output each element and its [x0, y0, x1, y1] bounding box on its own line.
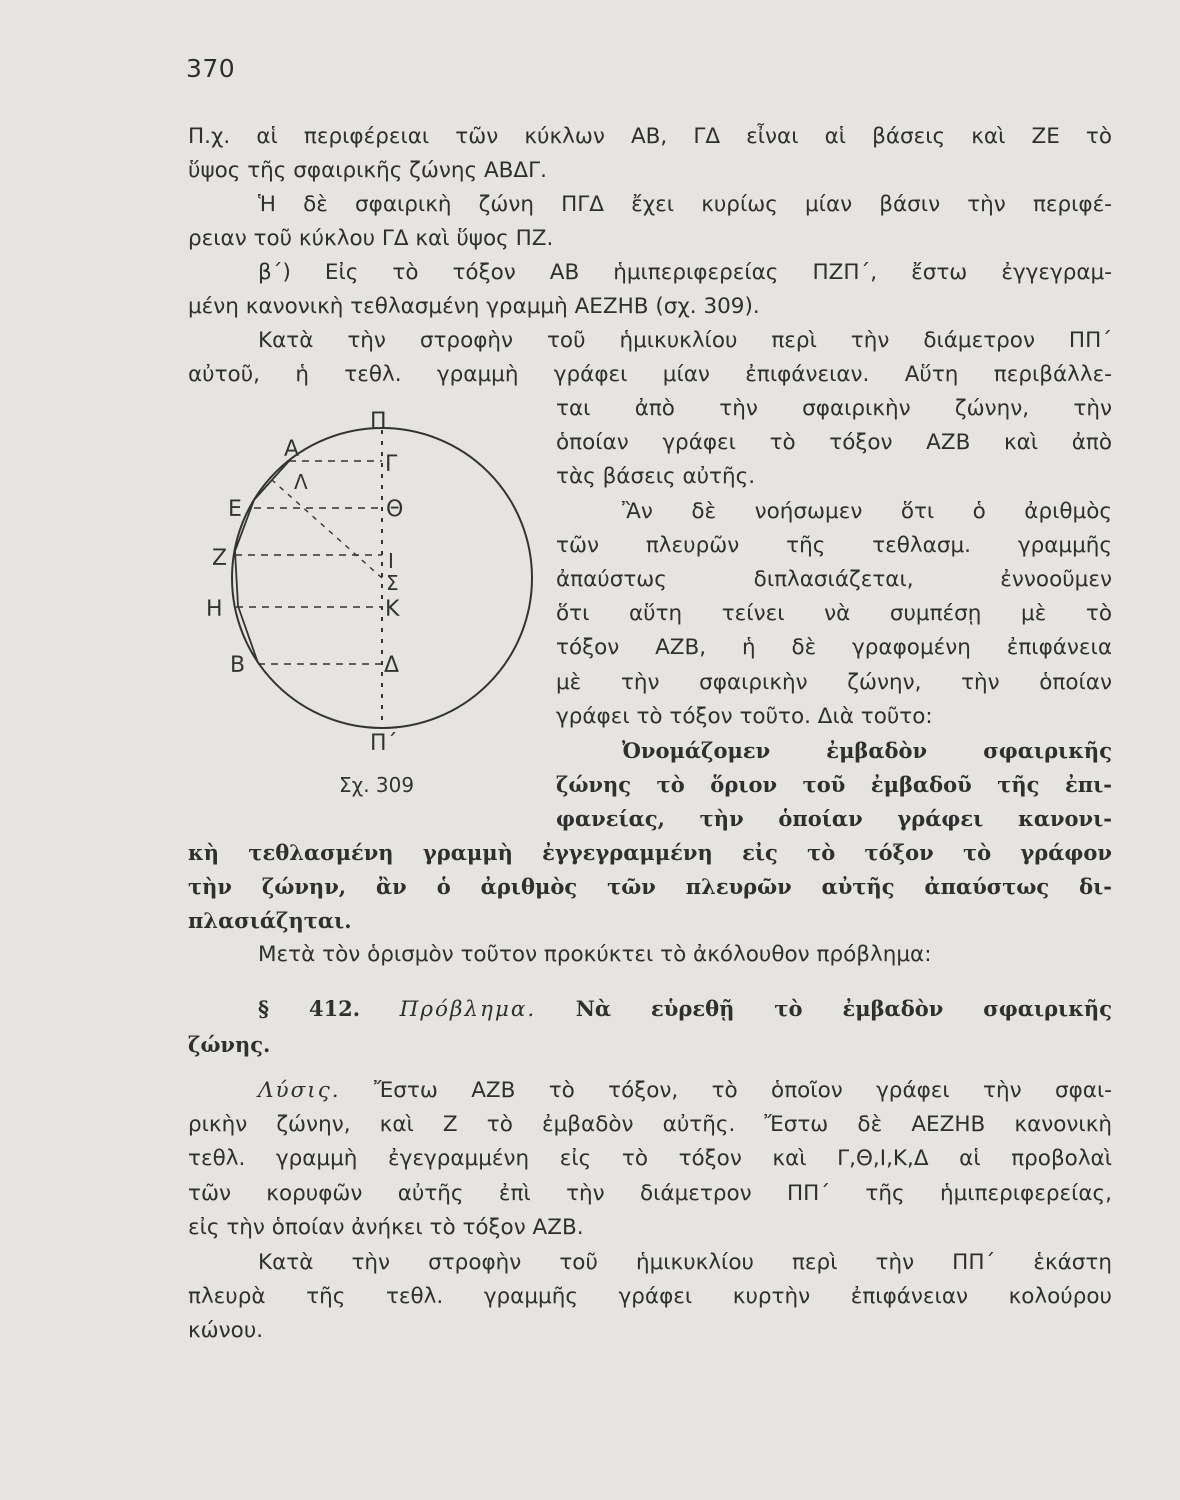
definition-continuation	[188, 836, 1112, 939]
circle-diagram	[198, 408, 538, 808]
solution-paragraph	[188, 1074, 1112, 1245]
section-number: § 412.	[258, 996, 361, 1021]
label-E: Ε	[228, 497, 242, 522]
definition-line: Ὀνομάζομεν ἐμβαδὸν σφαιρικῆς	[622, 737, 1112, 763]
text-line: ρειαν τοῦ κύκλου ΓΔ καὶ ὕψος ΠΖ.	[188, 226, 554, 252]
label-Lambda: Λ	[294, 470, 308, 494]
label-B: Β	[230, 653, 246, 678]
text-line: τῶν πλευρῶν τῆς τεθλασμ. γραμμῆς	[556, 532, 1112, 558]
figure-caption: Σχ. 309	[339, 773, 415, 797]
section-label: Πρόβλημα.	[399, 997, 537, 1022]
text-line: ρικὴν ζώνην, καὶ Ζ τὸ ἐμβαδὸν αὐτῆς. Ἔστω δὲ ΑΕΖΗΒ κανονικὴ	[188, 1112, 1112, 1138]
text-line: Κατὰ τὴν στροφὴν τοῦ ἡμικυκλίου περὶ τὴν ΠΠ΄ ἑκάστη	[258, 1250, 1112, 1275]
figure-309	[198, 408, 538, 808]
text-line: τῶν κορυφῶν αὐτῆς ἐπὶ τὴν διάμετρον ΠΠ΄ τῆς ἡμιπεριφερείας,	[188, 1180, 1112, 1206]
text-line: τὰς βάσεις αὐτῆς.	[556, 464, 756, 490]
paragraph-4	[188, 324, 1112, 392]
text-line: Μετὰ τὸν ὁρισμὸν τοῦτον προκύκτει τὸ ἀκόλουθον πρόβλημα:	[258, 942, 932, 967]
text-line: ται ἀπὸ τὴν σφαιρικὴν ζώνην, τὴν	[556, 396, 1112, 421]
solution-text: Ἔστω ΑΖΒ τὸ τόξον, τὸ ὁποῖον γράφει τὴν σφαι-	[373, 1078, 1112, 1103]
text-line: Ἡ δὲ σφαιρικὴ ζώνη ΠΓΔ ἔχει κυρίως μίαν βάσιν τὴν περιφέ-	[258, 192, 1112, 217]
text-line: ἀπαύστως διπλασιάζεται, ἐννοοῦμεν	[556, 566, 1112, 592]
section-heading-line	[188, 992, 1112, 1028]
text-line: μὲ τὴν σφαιρικὴν ζώνην, τὴν ὁποίαν	[556, 669, 1112, 695]
definition-line: ζώνης τὸ ὅριον τοῦ ἐμβαδοῦ τῆς ἐπι-	[556, 772, 1112, 798]
section-412-heading	[188, 992, 1112, 1062]
text-line: Κατὰ τὴν στροφὴν τοῦ ἡμικυκλίου περὶ τὴν διάμετρον ΠΠ΄	[258, 328, 1112, 353]
text-line: εἰς τὴν ὁποίαν ἀνήκει τὸ τόξον ΑΖΒ.	[188, 1214, 584, 1240]
right-column-text	[556, 392, 1112, 836]
solution-label: Λύσις.	[258, 1078, 341, 1103]
text-line: β΄) Εἰς τὸ τόξον ΑΒ ἡμιπεριφερείας ΠΖΠ΄, ἔστω ἐγγεγραμ-	[258, 260, 1112, 285]
paragraph-3	[188, 256, 1112, 324]
label-I: Ι	[388, 549, 394, 573]
text-line: ὁποίαν γράφει τὸ τόξον ΑΖΒ καὶ ἀπὸ	[556, 430, 1112, 456]
label-K: Κ	[385, 597, 400, 622]
paragraph-1	[188, 120, 1112, 188]
section-title-cont: ζώνης.	[188, 1032, 271, 1057]
apothem-line	[272, 480, 382, 578]
text-line: πλευρὰ τῆς τεθλ. γραμμῆς γράφει κυρτὴν ἐπιφάνειαν κολούρου	[188, 1284, 1112, 1310]
definition-line: πλασιάζηται.	[188, 908, 352, 934]
text-line: κώνου.	[188, 1318, 264, 1344]
text-line: μένη κανονικὴ τεθλασμένη γραμμὴ ΑΕΖΗΒ (σχ. 309).	[188, 294, 760, 320]
text-line: τόξον ΑΖΒ, ἡ δὲ γραφομένη ἐπιφάνεια	[556, 635, 1112, 661]
text-line: τεθλ. γραμμὴ ἐγεγραμμένη εἰς τὸ τόξον καὶ Γ,Θ,Ι,Κ,Δ αἱ προβολαὶ	[188, 1146, 1112, 1172]
paragraph-2	[188, 188, 1112, 256]
text-line: ὅτι αὕτη τείνει νὰ συμπέσῃ μὲ τὸ	[556, 601, 1112, 627]
label-P-prime: Π΄	[370, 731, 398, 756]
label-Z: Ζ	[212, 546, 228, 571]
text-line: Π.χ. αἱ περιφέρειαι τῶν κύκλων ΑΒ, ΓΔ εἶναι αἱ βάσεις καὶ ΖΕ τὸ	[188, 124, 1112, 149]
paragraph-5	[188, 938, 1112, 972]
definition-line: φανείας, τὴν ὁποίαν γράφει κανονι-	[556, 806, 1112, 832]
definition-line: κὴ τεθλασμένη γραμμὴ ἐγγεγραμμένη εἰς τὸ τόξον τὸ γράφον	[188, 840, 1112, 865]
label-Delta: Δ	[384, 653, 400, 678]
label-H: Η	[206, 597, 223, 622]
label-P: Π	[370, 409, 387, 434]
paragraph-6	[188, 1246, 1112, 1349]
solution-first-line	[188, 1074, 1112, 1108]
label-Gamma: Γ	[385, 452, 398, 477]
label-Theta: Θ	[386, 497, 404, 522]
section-title: Νὰ εὑρεθῇ τὸ ἐμβαδὸν σφαιρικῆς	[575, 996, 1112, 1021]
text-line: αὐτοῦ, ἡ τεθλ. γραμμὴ γράφει μίαν ἐπιφάνειαν. Αὕτη περιβάλλε-	[188, 362, 1112, 388]
text-line: Ἂν δὲ νοήσωμεν ὅτι ὁ ἀριθμὸς	[622, 498, 1112, 524]
definition-line: τὴν ζώνην, ἂν ὁ ἀριθμὸς τῶν πλευρῶν αὐτῆς ἀπαύστως δι-	[188, 874, 1112, 900]
label-Sigma: Σ	[386, 571, 399, 595]
page-number: 370	[186, 54, 236, 83]
text-line: γράφει τὸ τόξον τοῦτο. Διὰ τοῦτο:	[556, 703, 933, 729]
label-A: Α	[284, 437, 300, 462]
text-line: ὕψος τῆς σφαιρικῆς ζώνης ΑΒΔΓ.	[188, 158, 547, 184]
